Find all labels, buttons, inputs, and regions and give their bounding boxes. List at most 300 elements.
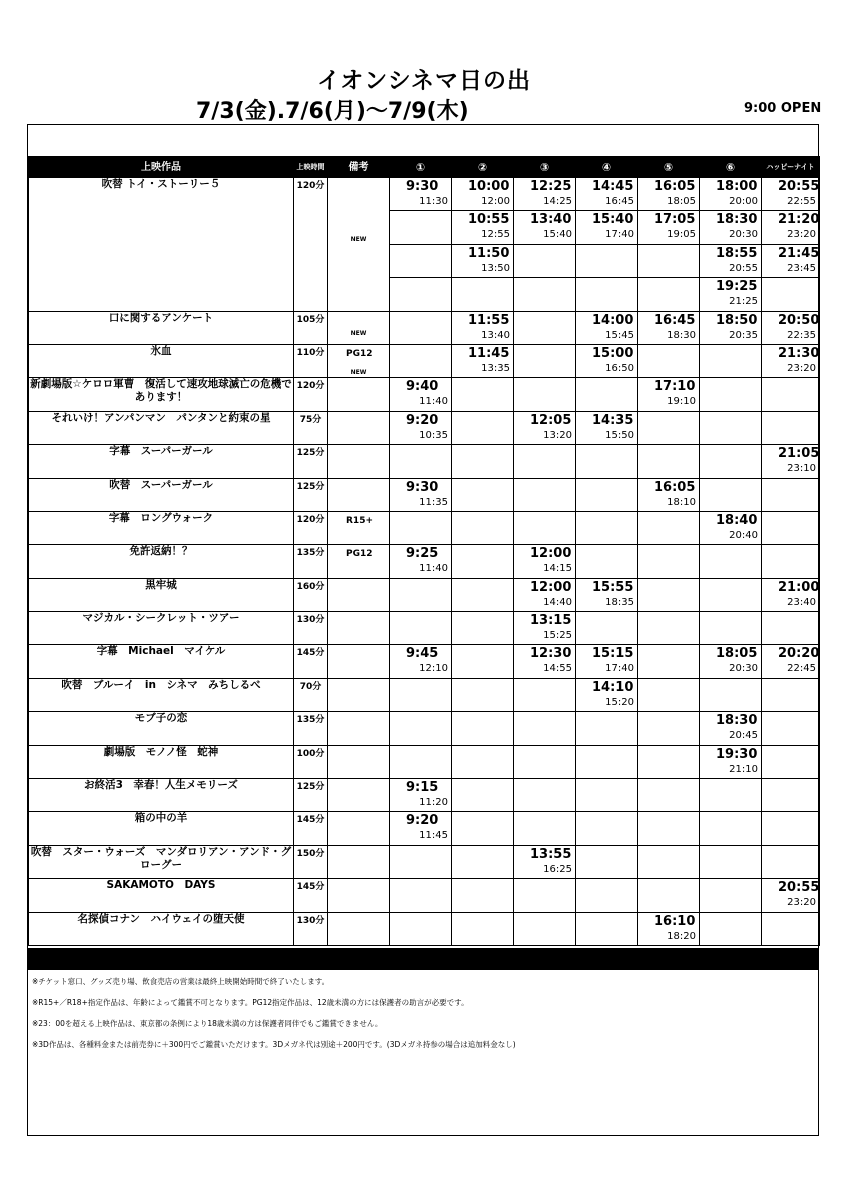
- showtime-cell: [390, 278, 452, 311]
- showtime-end: 13:20: [543, 429, 572, 441]
- showtime-end: 11:30: [419, 196, 448, 207]
- movie-title: 新劇場版☆ケロロ軍曹 復活して速攻地球滅亡の危機であります！: [29, 378, 294, 411]
- showtime-cell[interactable]: [638, 378, 700, 411]
- movie-title: 名探偵コナン ハイウェイの堕天使: [29, 912, 294, 945]
- header-screen-2: ②: [452, 157, 514, 178]
- movie-duration: 135分: [294, 712, 328, 745]
- showtime-start: 11:50: [468, 245, 510, 261]
- movie-title: 字幕 Michael マイケル: [29, 645, 294, 678]
- table-row: [29, 879, 820, 912]
- movie-note: [328, 912, 390, 945]
- footnote-4: ※3D作品は、各種料金または前売券に＋300円でご鑑賞いただけます。3Dメガネ代は別途＋200円です。(3Dメガネ持参の場合は追加料金なし): [32, 1040, 516, 1049]
- showtime-cell: [390, 712, 452, 745]
- showtime-cell: [700, 411, 762, 444]
- showtime-start: 18:40: [716, 512, 758, 528]
- showtime-end: 20:55: [729, 262, 758, 274]
- showtime-cell[interactable]: [452, 211, 514, 244]
- showtime-cell: [576, 545, 638, 578]
- movie-note: [328, 344, 390, 377]
- movie-title: それいけ！アンパンマン パンタンと約束の星: [29, 411, 294, 444]
- movie-title: お終活3 幸春！人生メモリーズ: [29, 779, 294, 812]
- showtime-cell[interactable]: [700, 712, 762, 745]
- showtime-cell: [576, 478, 638, 511]
- showtime-cell: [452, 278, 514, 311]
- showtime-cell: [762, 478, 820, 511]
- table-row: [29, 511, 820, 544]
- showtime-start: 21:30: [778, 345, 820, 361]
- showtime-end: 17:40: [605, 229, 634, 241]
- showtime-cell[interactable]: [700, 511, 762, 544]
- showtime-cell: [514, 812, 576, 845]
- showtime-start: 12:00: [530, 546, 572, 562]
- showtime-start: 15:00: [592, 345, 634, 361]
- showtime-cell: [452, 445, 514, 478]
- table-row: [29, 311, 820, 344]
- showtime-cell: [452, 578, 514, 611]
- table-row: [29, 645, 820, 678]
- showtime-end: 23:20: [787, 362, 816, 374]
- showtime-cell: [638, 278, 700, 311]
- showtime-start: 12:30: [530, 646, 572, 662]
- showtime-cell: [576, 745, 638, 778]
- showtime-cell: [700, 812, 762, 845]
- showtime-end: 15:20: [605, 696, 634, 708]
- showtime-cell[interactable]: [576, 678, 638, 711]
- movie-note: [328, 779, 390, 812]
- showtime-cell: [576, 612, 638, 645]
- header-screen-3: ③: [514, 157, 576, 178]
- movie-title: 口に関するアンケート: [29, 311, 294, 344]
- showtime-cell[interactable]: [514, 845, 576, 878]
- showtime-end: 11:40: [419, 563, 448, 575]
- schedule-table: [28, 156, 820, 946]
- new-badge: NEW: [350, 368, 367, 376]
- table-row: [29, 411, 820, 444]
- showtime-start: 20:50: [778, 312, 820, 328]
- showtime-cell[interactable]: [514, 178, 576, 211]
- movie-duration: 130分: [294, 612, 328, 645]
- showtime-cell[interactable]: [762, 344, 820, 377]
- showtime-cell: [452, 378, 514, 411]
- showtime-cell: [576, 445, 638, 478]
- showtime-end: 16:45: [605, 196, 634, 207]
- showtime-cell: [762, 779, 820, 812]
- showtime-start: 12:00: [530, 579, 572, 595]
- showtime-cell: [700, 344, 762, 377]
- showtime-end: 15:45: [605, 329, 634, 341]
- table-row: [29, 678, 820, 711]
- showtime-cell[interactable]: [514, 645, 576, 678]
- header-screen-4: ④: [576, 157, 638, 178]
- showtime-cell: [452, 645, 514, 678]
- showtime-cell: [514, 311, 576, 344]
- table-row: [29, 344, 820, 377]
- showtime-cell: [638, 645, 700, 678]
- showtime-cell[interactable]: [700, 178, 762, 211]
- showtime-cell[interactable]: [700, 211, 762, 244]
- showtime-start: 20:55: [778, 880, 820, 896]
- showtime-cell: [390, 344, 452, 377]
- showtime-start: 14:00: [592, 312, 634, 328]
- showtime-cell[interactable]: [514, 612, 576, 645]
- showtime-cell[interactable]: [762, 879, 820, 912]
- showtime-cell: [514, 244, 576, 277]
- showtime-cell: [514, 478, 576, 511]
- movie-duration: 145分: [294, 879, 328, 912]
- showtime-cell: [390, 879, 452, 912]
- table-row: [29, 612, 820, 645]
- showtime-start: 18:00: [716, 179, 758, 194]
- showtime-cell: [700, 779, 762, 812]
- showtime-cell: [638, 545, 700, 578]
- showtime-cell: [700, 378, 762, 411]
- showtime-cell: [700, 578, 762, 611]
- showtime-cell[interactable]: [576, 178, 638, 211]
- showtime-cell[interactable]: [514, 211, 576, 244]
- showtime-cell: [452, 745, 514, 778]
- showtime-end: 22:55: [787, 196, 816, 207]
- showtime-cell[interactable]: [762, 311, 820, 344]
- showtime-end: 10:35: [419, 429, 448, 441]
- movie-note: [328, 812, 390, 845]
- movie-title: 吹替 ブルーイ in シネマ みちしるべ: [29, 678, 294, 711]
- showtime-cell: [452, 411, 514, 444]
- showtime-end: 20:40: [729, 529, 758, 541]
- new-badge: NEW: [350, 329, 367, 337]
- showtime-cell: [700, 879, 762, 912]
- showtime-cell[interactable]: [452, 344, 514, 377]
- showtime-cell[interactable]: [762, 211, 820, 244]
- showtime-cell: [514, 678, 576, 711]
- showtime-start: 21:05: [778, 446, 820, 462]
- showtime-cell: [762, 411, 820, 444]
- showtime-cell: [390, 445, 452, 478]
- showtime-start: 17:05: [654, 212, 696, 228]
- showtime-cell: [514, 278, 576, 311]
- showtime-end: 11:45: [419, 830, 448, 842]
- showtime-cell: [514, 879, 576, 912]
- showtime-cell[interactable]: [576, 645, 638, 678]
- movie-title: 免許返納！？: [29, 545, 294, 578]
- showtime-cell[interactable]: [452, 178, 514, 211]
- showtime-cell: [700, 445, 762, 478]
- showtime-cell: [514, 779, 576, 812]
- movie-duration: 125分: [294, 779, 328, 812]
- table-row: [29, 545, 820, 578]
- showtime-cell: [452, 545, 514, 578]
- movie-note: [328, 645, 390, 678]
- table-header-row: [29, 157, 820, 178]
- showtime-end: 16:50: [605, 362, 634, 374]
- showtime-cell: [576, 845, 638, 878]
- showtime-end: 23:45: [787, 262, 816, 274]
- movie-title: SAKAMOTO DAYS: [29, 879, 294, 912]
- showtime-cell[interactable]: [390, 478, 452, 511]
- showtime-start: 14:35: [592, 412, 634, 428]
- showtime-cell[interactable]: [638, 211, 700, 244]
- showtime-cell: [390, 678, 452, 711]
- showtime-cell[interactable]: [700, 745, 762, 778]
- showtime-cell[interactable]: [390, 411, 452, 444]
- showtime-cell[interactable]: [514, 411, 576, 444]
- movie-note: [328, 178, 390, 312]
- showtime-end: 11:40: [419, 396, 448, 408]
- movie-note: [328, 845, 390, 878]
- showtime-cell: [576, 511, 638, 544]
- movie-duration: 110分: [294, 344, 328, 377]
- showtime-cell[interactable]: [576, 411, 638, 444]
- movie-note: [328, 478, 390, 511]
- header-duration: 上映時間: [294, 157, 328, 178]
- showtime-start: 10:00: [468, 179, 510, 194]
- showtime-cell: [576, 779, 638, 812]
- movie-title: 字幕 スーパーガール: [29, 445, 294, 478]
- showtime-end: 14:25: [543, 196, 572, 207]
- movie-duration: 145分: [294, 812, 328, 845]
- header-screen-1: ①: [390, 157, 452, 178]
- showtime-end: 20:35: [729, 329, 758, 341]
- showtime-cell: [638, 779, 700, 812]
- showtime-end: 20:45: [729, 730, 758, 742]
- movie-title: 黒牢城: [29, 578, 294, 611]
- showtime-end: 18:35: [605, 596, 634, 608]
- showtime-cell[interactable]: [390, 645, 452, 678]
- schedule-body: [29, 178, 820, 946]
- showtime-cell: [638, 745, 700, 778]
- showtime-end: 21:10: [729, 763, 758, 775]
- movie-duration: 160分: [294, 578, 328, 611]
- showtime-end: 13:35: [481, 362, 510, 374]
- showtime-cell: [452, 511, 514, 544]
- showtime-cell: [390, 311, 452, 344]
- showtime-cell[interactable]: [638, 478, 700, 511]
- showtime-start: 9:30: [406, 179, 439, 194]
- showtime-cell: [762, 912, 820, 945]
- showtime-start: 9:15: [406, 780, 439, 796]
- showtime-start: 12:25: [530, 179, 572, 194]
- showtime-cell[interactable]: [762, 578, 820, 611]
- showtime-cell[interactable]: [638, 178, 700, 211]
- showtime-cell: [514, 712, 576, 745]
- showtime-start: 19:25: [716, 279, 758, 295]
- showtime-cell[interactable]: [514, 545, 576, 578]
- showtime-cell[interactable]: [576, 578, 638, 611]
- showtime-cell: [452, 712, 514, 745]
- showtime-cell: [452, 879, 514, 912]
- showtime-cell: [514, 511, 576, 544]
- showtime-cell[interactable]: [700, 244, 762, 277]
- header-screen-6: ⑥: [700, 157, 762, 178]
- showtime-cell: [576, 879, 638, 912]
- showtime-cell[interactable]: [762, 645, 820, 678]
- showtime-cell: [390, 912, 452, 945]
- showtime-cell[interactable]: [762, 178, 820, 211]
- showtime-cell: [452, 612, 514, 645]
- showtime-cell[interactable]: [452, 244, 514, 277]
- showtime-start: 14:45: [592, 179, 634, 194]
- movie-note: [328, 545, 390, 578]
- table-row: [29, 912, 820, 945]
- showtime-cell[interactable]: [762, 445, 820, 478]
- showtime-start: 15:55: [592, 579, 634, 595]
- showtime-start: 21:00: [778, 579, 820, 595]
- showtime-start: 21:20: [778, 212, 820, 228]
- showtime-end: 12:10: [419, 663, 448, 675]
- showtime-start: 16:45: [654, 312, 696, 328]
- showtime-cell[interactable]: [576, 311, 638, 344]
- movie-duration: 145分: [294, 645, 328, 678]
- movie-note: [328, 612, 390, 645]
- showtime-cell[interactable]: [390, 378, 452, 411]
- footnote-2: ※R15+／R18+指定作品は、年齢によって鑑賞不可となります。PG12指定作品は、12歳未満の方には保護者の助言が必要です。: [32, 998, 469, 1007]
- showtime-cell: [452, 478, 514, 511]
- showtime-start: 18:30: [716, 713, 758, 729]
- showtime-cell: [576, 244, 638, 277]
- showtime-end: 22:45: [787, 663, 816, 675]
- showtime-end: 11:20: [419, 797, 448, 809]
- showtime-cell[interactable]: [452, 311, 514, 344]
- movie-duration: 135分: [294, 545, 328, 578]
- movie-duration: 125分: [294, 478, 328, 511]
- showtime-end: 16:25: [543, 863, 572, 875]
- showtime-cell: [638, 812, 700, 845]
- showtime-cell[interactable]: [762, 244, 820, 277]
- open-time: 9:00 OPEN: [744, 101, 822, 116]
- showtime-end: 13:40: [481, 329, 510, 341]
- showtime-end: 15:25: [543, 630, 572, 642]
- showtime-end: 20:30: [729, 229, 758, 241]
- showtime-cell[interactable]: [390, 779, 452, 812]
- showtime-end: 14:15: [543, 563, 572, 575]
- showtime-start: 18:50: [716, 312, 758, 328]
- showtime-end: 23:10: [787, 463, 816, 475]
- showtime-end: 20:00: [729, 196, 758, 207]
- showtime-cell: [700, 478, 762, 511]
- movie-title: 字幕 ロングウォーク: [29, 511, 294, 544]
- showtime-cell: [390, 211, 452, 244]
- showtime-end: 23:20: [787, 897, 816, 909]
- header-note: 備考: [328, 157, 390, 178]
- showtime-cell: [638, 445, 700, 478]
- showtime-cell[interactable]: [390, 545, 452, 578]
- showtime-cell[interactable]: [700, 645, 762, 678]
- showtime-cell[interactable]: [390, 178, 452, 211]
- movie-duration: 75分: [294, 411, 328, 444]
- showtime-cell: [762, 678, 820, 711]
- movie-note: [328, 445, 390, 478]
- showtime-end: 23:40: [787, 596, 816, 608]
- showtime-cell: [762, 845, 820, 878]
- showtime-end: 13:50: [481, 262, 510, 274]
- movie-note: [328, 378, 390, 411]
- showtime-start: 18:05: [716, 646, 758, 662]
- showtime-end: 12:00: [481, 196, 510, 207]
- showtime-cell[interactable]: [638, 311, 700, 344]
- showtime-start: 16:05: [654, 179, 696, 194]
- header-screen-5: ⑤: [638, 157, 700, 178]
- showtime-start: 14:10: [592, 679, 634, 695]
- showtime-start: 9:45: [406, 646, 439, 662]
- showtime-cell: [700, 678, 762, 711]
- showtime-cell: [514, 344, 576, 377]
- footnote-3: ※23：00を超える上映作品は、東京都の条例により18歳未満の方は保護者同伴でもご鑑賞できません。: [32, 1019, 383, 1028]
- showtime-cell: [638, 712, 700, 745]
- footer-bar: [28, 948, 819, 970]
- showtime-end: 14:55: [543, 663, 572, 675]
- showtime-cell[interactable]: [576, 344, 638, 377]
- showtime-cell: [452, 678, 514, 711]
- showtime-cell[interactable]: [638, 912, 700, 945]
- table-row: [29, 812, 820, 845]
- showtime-cell[interactable]: [390, 812, 452, 845]
- showtime-end: 14:40: [543, 596, 572, 608]
- movie-note: [328, 511, 390, 544]
- showtime-start: 16:10: [654, 913, 696, 929]
- showtime-start: 9:25: [406, 546, 439, 562]
- showtime-cell: [576, 912, 638, 945]
- showtime-cell: [576, 712, 638, 745]
- footnote-1: ※チケット窓口、グッズ売り場、飲食売店の営業は最終上映開始時間で終了いたします。: [32, 977, 330, 986]
- table-row: [29, 745, 820, 778]
- showtime-cell: [576, 278, 638, 311]
- showtime-cell: [514, 745, 576, 778]
- showtime-end: 12:55: [481, 229, 510, 241]
- table-row: [29, 779, 820, 812]
- showtime-end: 19:05: [667, 229, 696, 241]
- showtime-start: 11:45: [468, 345, 510, 361]
- showtime-cell: [390, 845, 452, 878]
- showtime-end: 23:20: [787, 229, 816, 241]
- movie-title: 氷血: [29, 344, 294, 377]
- movie-title: 吹替 スター・ウォーズ マンダロリアン・アンド・グローグー: [29, 845, 294, 878]
- movie-title: 吹替 トイ・ストーリー５: [29, 178, 294, 312]
- table-row: [29, 578, 820, 611]
- table-row: [29, 378, 820, 411]
- movie-title: 劇場版 モノノ怪 蛇神: [29, 745, 294, 778]
- showtime-cell[interactable]: [700, 278, 762, 311]
- showtime-cell: [638, 511, 700, 544]
- showtime-start: 9:20: [406, 813, 439, 829]
- showtime-cell: [638, 578, 700, 611]
- showtime-end: 18:05: [667, 196, 696, 207]
- showtime-cell: [638, 845, 700, 878]
- showtime-cell[interactable]: [576, 211, 638, 244]
- movie-duration: 120分: [294, 378, 328, 411]
- showtime-cell[interactable]: [514, 578, 576, 611]
- header-movie: 上映作品: [29, 157, 294, 178]
- showtime-cell: [638, 244, 700, 277]
- showtime-start: 9:40: [406, 379, 439, 395]
- showtime-end: 11:35: [419, 496, 448, 508]
- showtime-cell: [452, 845, 514, 878]
- showtime-end: 21:25: [729, 296, 758, 308]
- showtime-start: 15:40: [592, 212, 634, 228]
- movie-duration: 70分: [294, 678, 328, 711]
- showtime-start: 12:05: [530, 412, 572, 428]
- movie-title: マジカル・シークレット・ツアー: [29, 612, 294, 645]
- showtime-end: 17:40: [605, 663, 634, 675]
- movie-duration: 130分: [294, 912, 328, 945]
- showtime-end: 22:35: [787, 329, 816, 341]
- showtime-cell[interactable]: [700, 311, 762, 344]
- showtime-cell: [452, 912, 514, 945]
- showtime-end: 15:50: [605, 429, 634, 441]
- showtime-start: 16:05: [654, 479, 696, 495]
- showtime-cell: [762, 511, 820, 544]
- table-row: [29, 178, 820, 211]
- showtime-cell: [390, 511, 452, 544]
- showtime-start: 20:20: [778, 646, 820, 662]
